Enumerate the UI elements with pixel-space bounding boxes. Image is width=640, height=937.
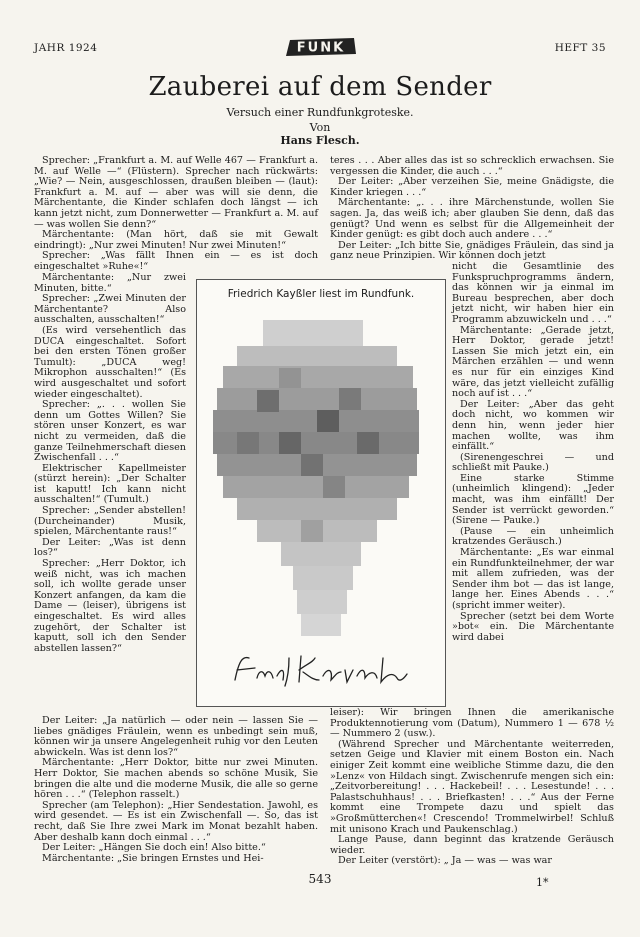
- paragraph: Märchentante: (Man hört, daß sie mit Gewalt eindringt): „Nur zwei Minuten! Nur zwei Minuten!“: [34, 229, 318, 251]
- paragraph: Sprecher: „Was fällt Ihnen ein — es ist doch eingeschaltet »Ruhe«!“: [34, 250, 318, 272]
- paragraph: Der Leiter (verstört): „ Ja — was — was war: [338, 855, 552, 867]
- photo-caption: Friedrich Kayßler liest im Rundfunk.: [227, 288, 415, 300]
- paragraph: Sprecher: „Herr Doktor, ich weiß nicht, was ich machen soll, ich wollte gerade unser Konzert anfangen, da kam die Dame — (leiser), übrigens ist eingeschaltet. Es wird alles zugehört, der Schalter ist kaputt, soll ich den Sender abstellen lassen?“: [34, 558, 186, 654]
- paragraph: Sprecher: „Sender abstellen! (Durcheinander) Musik, spielen, Märchentante raus!“: [34, 505, 186, 538]
- paragraph: leiser): Wir bringen Ihnen die amerikanische Produktennotierung vom (Datum), Nummero 1 — 678 ½ — Nummero 2 (usw.).: [330, 707, 614, 740]
- paragraph: Lange Pause, dann beginnt das kratzende Geräusch wieder.: [330, 834, 614, 856]
- left-column-bottom: [34, 716, 318, 864]
- paragraph: Märchentante: „Gerade jetzt, Herr Doktor, gerade jetzt! Lassen Sie mich jetzt ein, ein Märchen erzählen — und wenn es nur für ein einziges Kind wäre, das jetzt vielleicht zufällig noch auf ist . . .“: [452, 324, 614, 400]
- paragraph: Sprecher: „. . . wollen Sie denn um Gottes Willen? Sie stören unser Konzert, es war nicht zu vermeiden, daß die ganze Teilnehmerschaft diesen Zwischenfall . . .“: [34, 399, 186, 464]
- photo-figure: [196, 279, 446, 707]
- paragraph: Elektrischer Kapellmeister (stürzt herein): „Der Schalter ist kaputt! Ich kann nicht ausschalten!“ (Tumult.): [34, 462, 186, 506]
- paragraph: Der Leiter: „Hängen Sie doch ein! Also bitte.“: [42, 842, 266, 854]
- paragraph: (Es wird versehentlich das DUCA eingeschaltet. Sofort bei den ersten Tönen großer Tumult): „DUCA weg! Mikrophon ausschalten!“ (Es wird ausgeschaltet und sofort wieder eingeschaltet).: [34, 324, 186, 400]
- right-column-bottom: [330, 708, 614, 867]
- paragraph: Der Leiter: „Aber verzeihen Sie, meine Gnädigste, die Kinder kriegen . . .“: [330, 176, 614, 198]
- paragraph: Sprecher (am Telephon): „Hier Sendestation. Jawohl, es wird gesendet. — Es ist ein Zwischenfall —. So, das ist recht, daß Sie Ihre zwei Mark im Monat bezahlt haben. Aber deshalb kann doch einmal . . .“: [34, 799, 318, 843]
- right-column-top: [330, 156, 614, 262]
- paragraph: Märchentante: „. . . ihre Märchenstunde, wollen Sie sagen. Ja, das weiß ich; aber glauben Sie denn, daß das genügt? Und wenn es selbst für die Allgemeinheit der Kinder genügt: es gibt doch auch andere . . .“: [330, 197, 614, 241]
- paragraph: Sprecher: „Frankfurt a. M. auf Welle 467 — Frankfurt a. M. auf Welle —“ (Flüstern). Sprecher nach rückwärts: „Wie? — Nein, ausgeschlossen, draußen bleiben — (laut): Frankfurt a. M. auf — aber was will sie denn, die Märchentante, die Kinder schlafen doch längst — ich kann jetzt nicht, zum Donnerwetter — Frankfurt a. M. auf — was wollen Sie denn?“: [34, 155, 318, 230]
- paragraph: Märchentante: „Es war einmal ein Rundfunkteilnehmer, der war mit allem zufrieden, was der Sender ihm bot — das ist lange, lange her. Eines Abends . . .“ (spricht immer weiter).: [452, 547, 614, 611]
- pixelated-portrait: [197, 280, 445, 706]
- paragraph: Märchentante: „Nur zwei Minuten, bitte.“: [34, 272, 186, 294]
- paragraph: Sprecher: „Zwei Minuten der Märchentante? Also ausschalten, ausschalten!“: [34, 293, 186, 326]
- issue-label: HEFT 35: [554, 42, 606, 54]
- paragraph: (Sirenengeschrei — und schließt mit Pauke.): [452, 451, 614, 474]
- logo-text: FUNK: [296, 40, 346, 56]
- paragraph: Märchentante: „Sie bringen Ernstes und Hei-: [42, 852, 264, 864]
- page-number: 543: [308, 872, 332, 886]
- article-title: Zauberei auf dem Sender: [148, 72, 492, 102]
- funk-logo: [284, 36, 358, 58]
- paragraph: teres . . . Aber alles das ist so schrecklich erwachsen. Sie vergessen die Kinder, die auch . . .“: [330, 155, 614, 177]
- article-author: Hans Flesch.: [280, 134, 360, 147]
- handwritten-signature: [227, 650, 417, 690]
- paragraph: Der Leiter: „Aber das geht doch nicht, wo kommen wir denn hin, wenn jeder hier machen wollte, was ihm einfällt.“: [452, 398, 614, 453]
- paragraph: (Während Sprecher und Märchentante weiterreden, setzen Geige und Klavier mit einem Boston ein. Nach einiger Zeit kommt eine weibliche Stimme dazu, die den »Lenz« von Hildach singt. Zwischenrufe mengen sich ein: „Zeitvorbereitung! . . . Hackebeil! . . . Lesestunde! . . . Palastschuhhaus! . . . Briefkasten! . . .“ Aus der Ferne kommt eine Trompete dazu und spielt das »Großmütterchen«! Crescendo! Trommelwirbel! Schluß mit unisono Krach und Paukenschlag.): [330, 738, 614, 835]
- paragraph: Märchentante: „Herr Doktor, bitte nur zwei Minuten. Herr Doktor, Sie machen abends so schöne Musik, Sie bringen die alte und die moderne Musik, die alle so gerne hören . . .“ (Telephon rasselt.): [34, 757, 318, 801]
- article-subtitle: Versuch einer Rundfunkgroteske.: [226, 106, 414, 119]
- byline-von: Von: [309, 121, 331, 134]
- right-column-narrow: [452, 262, 614, 643]
- paragraph: Eine starke Stimme (unheimlich klingend): „Jeder macht, was ihm einfällt! Der Sender ist verrückt geworden.“ (Sirene — Pauke.): [452, 472, 614, 527]
- paragraph: Sprecher (setzt bei dem Worte »bot« ein. Die Märchentante wird dabei: [452, 610, 614, 643]
- signature-mark: 1*: [536, 876, 549, 889]
- left-column-top: [34, 156, 318, 273]
- paragraph: nicht die Gesamtlinie des Funkspruchprogramms ändern, das können wir ja einmal im Bureau besprechen, aber doch jetzt nicht, wir haben hier ein Programm abzuwickeln und . . .“: [452, 261, 614, 325]
- paragraph: Der Leiter: „Ja natürlich — oder nein — lassen Sie — liebes gnädiges Fräulein, wenn es unbedingt sein muß, können wir ja unsere Angelegenheit ruhig vor den Leuten abwickeln. Was ist denn los?“: [34, 715, 318, 758]
- paragraph: Der Leiter: „Was ist denn los?“: [34, 536, 186, 559]
- year-label: JAHR 1924: [34, 42, 98, 54]
- paragraph: Der Leiter: „Ich bitte Sie, gnädiges Fräulein, das sind ja ganz neue Prinzipien. Wir können doch jetzt: [330, 239, 614, 262]
- paragraph: (Pause — ein unheimlich kratzendes Geräusch.): [452, 525, 614, 548]
- left-column-narrow: [34, 273, 186, 654]
